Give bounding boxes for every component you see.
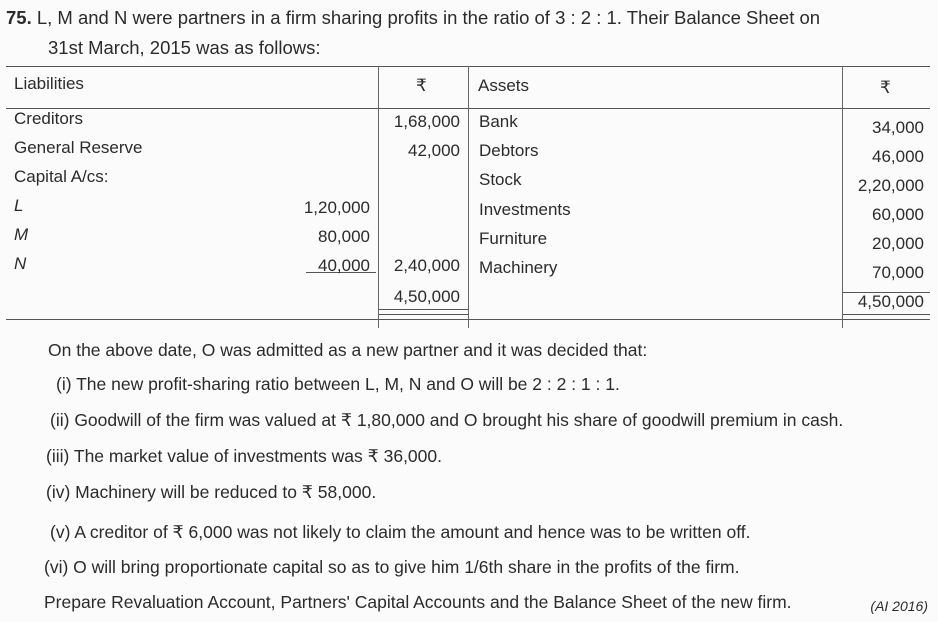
partner-capital: 80,000 bbox=[318, 227, 370, 246]
condition-text: Machinery will be reduced to ₹ 58,000. bbox=[75, 482, 377, 502]
capital-total: 2,40,000 bbox=[393, 256, 460, 275]
source-reference: (AI 2016) bbox=[870, 598, 928, 614]
condition-number: (iv) bbox=[46, 482, 71, 502]
condition-item bbox=[50, 522, 751, 543]
asset-amount: 2,20,000 bbox=[857, 176, 924, 195]
header-liabilities-amount: ₹ bbox=[416, 76, 427, 95]
partner-capital: 40,000 bbox=[318, 256, 370, 275]
header-assets-amount: ₹ bbox=[880, 78, 891, 97]
asset-amount-left-rule bbox=[842, 66, 843, 328]
asset-amount: 46,000 bbox=[872, 147, 924, 166]
asset-label: Furniture bbox=[479, 229, 548, 248]
condition-text: Goodwill of the firm was valued at ₹ 1,80,000 and O brought his share of goodwill premium in cash. bbox=[74, 410, 844, 430]
liability-label: General Reserve bbox=[14, 138, 143, 157]
condition-text: The market value of investments was ₹ 36,000. bbox=[73, 446, 442, 466]
asset-amount: 34,000 bbox=[872, 118, 924, 137]
condition-number: (i) bbox=[56, 374, 72, 394]
assets-total: 4,50,000 bbox=[857, 292, 924, 311]
condition-item bbox=[50, 410, 843, 431]
condition-item bbox=[44, 557, 739, 578]
condition-item bbox=[56, 374, 620, 395]
question-number: 75. bbox=[6, 7, 32, 28]
liability-amount: 1,68,000 bbox=[393, 112, 460, 131]
liabilities-total: 4,50,000 bbox=[393, 287, 460, 306]
condition-item bbox=[46, 446, 442, 467]
asset-amount: 70,000 bbox=[872, 263, 924, 282]
question-intro bbox=[6, 7, 820, 29]
condition-item bbox=[46, 482, 376, 503]
liab-amount-left-rule bbox=[378, 66, 379, 328]
instruction: Prepare Revaluation Account, Partners' Capital Accounts and the Balance Sheet of the new firm. bbox=[44, 592, 792, 612]
partner-label: M bbox=[14, 225, 29, 244]
assets-left-rule bbox=[468, 66, 469, 328]
asset-label: Machinery bbox=[479, 258, 558, 277]
asset-label: Stock bbox=[479, 170, 522, 189]
conditions-intro: On the above date, O was admitted as a new partner and it was decided that: bbox=[48, 340, 648, 360]
partner-label: L bbox=[14, 196, 24, 215]
condition-number: (ii) bbox=[50, 410, 70, 430]
condition-text: The new profit-sharing ratio between L, M, N and O will be 2 : 2 : 1 : 1. bbox=[76, 374, 620, 394]
liability-label: Creditors bbox=[14, 109, 83, 128]
balance-sheet-table bbox=[6, 66, 930, 330]
condition-number: (vi) bbox=[44, 557, 69, 577]
question-intro-line2: 31st March, 2015 was as follows: bbox=[48, 37, 321, 58]
asset-total-double-rule bbox=[842, 314, 930, 315]
asset-amount: 60,000 bbox=[872, 205, 924, 224]
condition-text: O will bring proportionate capital so as to give him 1/6th share in the profits of the firm. bbox=[73, 557, 740, 577]
condition-number: (v) bbox=[50, 522, 71, 542]
condition-text: A creditor of ₹ 6,000 was not likely to claim the amount and hence was to be written off. bbox=[74, 522, 751, 542]
question-intro-line1: L, M and N were partners in a firm sharing profits in the ratio of 3 : 2 : 1. Their Balance Sheet on bbox=[36, 7, 821, 28]
asset-label: Investments bbox=[479, 200, 571, 219]
asset-amount: 20,000 bbox=[872, 234, 924, 253]
asset-label: Debtors bbox=[479, 141, 539, 160]
header-liabilities: Liabilities bbox=[14, 74, 84, 93]
liab-total-double-rule bbox=[378, 314, 468, 315]
partner-capital: 1,20,000 bbox=[303, 198, 370, 217]
partner-label: N bbox=[14, 254, 27, 273]
liab-total-top-rule bbox=[378, 309, 468, 310]
liability-label: Capital A/cs: bbox=[14, 167, 109, 186]
liability-amount: 42,000 bbox=[408, 141, 460, 160]
condition-number: (iii) bbox=[46, 446, 70, 466]
header-assets: Assets bbox=[478, 76, 530, 95]
asset-label: Bank bbox=[479, 112, 518, 131]
